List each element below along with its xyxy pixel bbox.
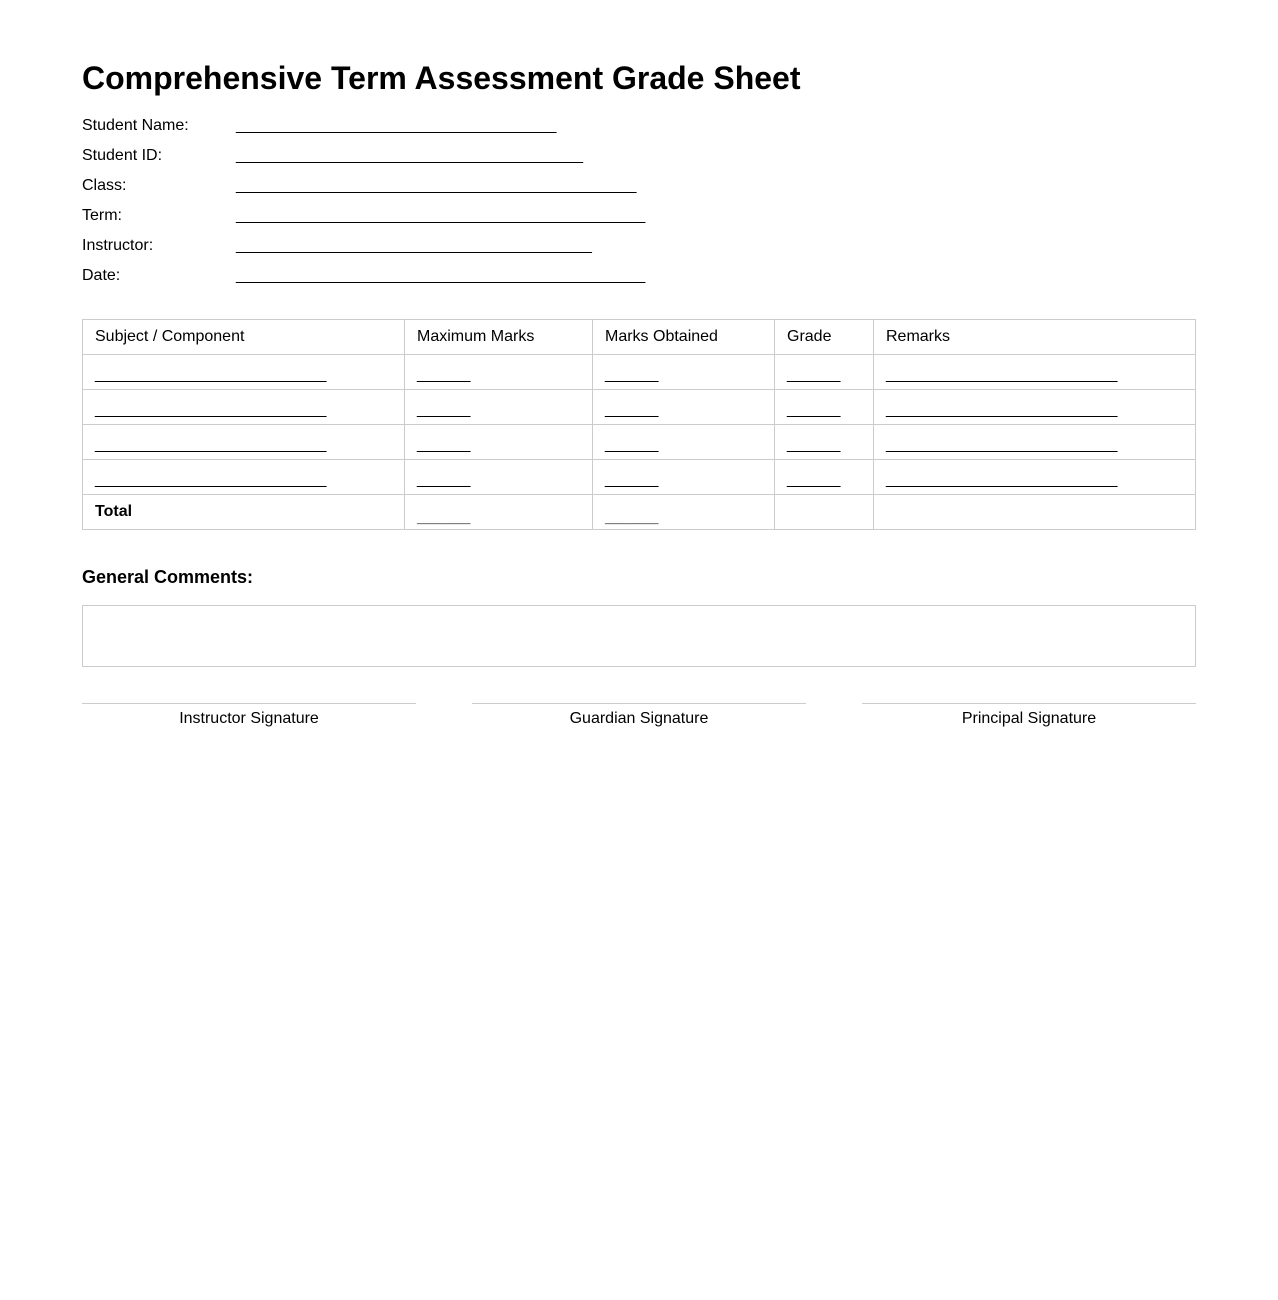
cell-marks-obtained[interactable] [593,355,775,390]
cell-subject[interactable] [83,390,405,425]
field-instructor [82,231,1196,261]
total-grade-cell [775,495,874,530]
blank-line: ______ [605,436,659,453]
header-subject: Subject / Component [83,320,405,355]
blank-line: ______ [605,401,659,418]
field-label: Class: [82,177,127,194]
total-marks-obtained-cell[interactable] [593,495,775,530]
blank-line: __________________________ [886,401,1118,418]
blank-line: ______ [787,471,841,488]
page-title: Comprehensive Term Assessment Grade Sheet [82,60,801,96]
principal-signature[interactable]: Principal Signature [862,703,1196,728]
table-row [83,355,1196,390]
instructor-blank[interactable]: ________________________________________ [236,237,592,254]
field-label: Instructor: [82,237,154,254]
cell-marks-obtained[interactable] [593,390,775,425]
signature-section [82,703,1196,728]
blank-line: __________________________ [95,436,327,453]
blank-line: ______ [787,366,841,383]
cell-max-marks[interactable] [405,390,593,425]
student-id-blank[interactable]: _______________________________________ [236,147,584,164]
blank-line: __________________________ [886,366,1118,383]
field-student-id [82,141,1196,171]
guardian-signature[interactable]: Guardian Signature [472,703,806,728]
field-term [82,201,1196,231]
field-label: Student Name: [82,117,189,134]
student-info-fields [82,111,1196,291]
header-max-marks: Maximum Marks [405,320,593,355]
table-row [83,460,1196,495]
blank-line: __________________________ [886,471,1118,488]
blank-line: ______ [605,509,659,526]
table-row [83,390,1196,425]
general-comments-box[interactable] [82,605,1196,667]
blank-line: ______ [417,436,471,453]
cell-marks-obtained[interactable] [593,425,775,460]
total-row [83,495,1196,530]
class-blank[interactable]: _____________________________________________ [236,177,637,194]
blank-line: ______ [417,401,471,418]
header-marks-obtained: Marks Obtained [593,320,775,355]
cell-grade[interactable] [775,390,874,425]
cell-grade[interactable] [775,355,874,390]
cell-subject[interactable] [83,425,405,460]
cell-max-marks[interactable] [405,460,593,495]
grades-table [82,319,1196,530]
cell-remarks[interactable] [874,425,1196,460]
cell-subject[interactable] [83,460,405,495]
header-grade: Grade [775,320,874,355]
cell-marks-obtained[interactable] [593,460,775,495]
blank-line: ______ [605,471,659,488]
term-blank[interactable]: ______________________________________________ [236,207,646,224]
date-blank[interactable]: ______________________________________________ [236,267,646,284]
table-row [83,425,1196,460]
cell-max-marks[interactable] [405,355,593,390]
cell-remarks[interactable] [874,355,1196,390]
student-name-blank[interactable]: ____________________________________ [236,117,557,134]
comments-heading: General Comments: [82,567,254,587]
total-label: Total [83,495,405,530]
blank-line: __________________________ [95,471,327,488]
cell-max-marks[interactable] [405,425,593,460]
field-class [82,171,1196,201]
blank-line: __________________________ [886,436,1118,453]
cell-remarks[interactable] [874,460,1196,495]
grade-sheet [82,58,1196,728]
instructor-signature[interactable]: Instructor Signature [82,703,416,728]
blank-line: __________________________ [95,401,327,418]
table-header-row [83,320,1196,355]
cell-grade[interactable] [775,460,874,495]
total-remarks-cell [874,495,1196,530]
blank-line: ______ [787,436,841,453]
blank-line: ______ [417,509,471,526]
cell-remarks[interactable] [874,390,1196,425]
field-date [82,261,1196,291]
blank-line: ______ [787,401,841,418]
blank-line: ______ [417,366,471,383]
cell-subject[interactable] [83,355,405,390]
blank-line: ______ [605,366,659,383]
cell-grade[interactable] [775,425,874,460]
header-remarks: Remarks [874,320,1196,355]
blank-line: ______ [417,471,471,488]
field-student-name [82,111,1196,141]
field-label: Student ID: [82,147,163,164]
field-label: Date: [82,267,121,284]
field-label: Term: [82,207,122,224]
blank-line: __________________________ [95,366,327,383]
total-max-marks-cell[interactable] [405,495,593,530]
